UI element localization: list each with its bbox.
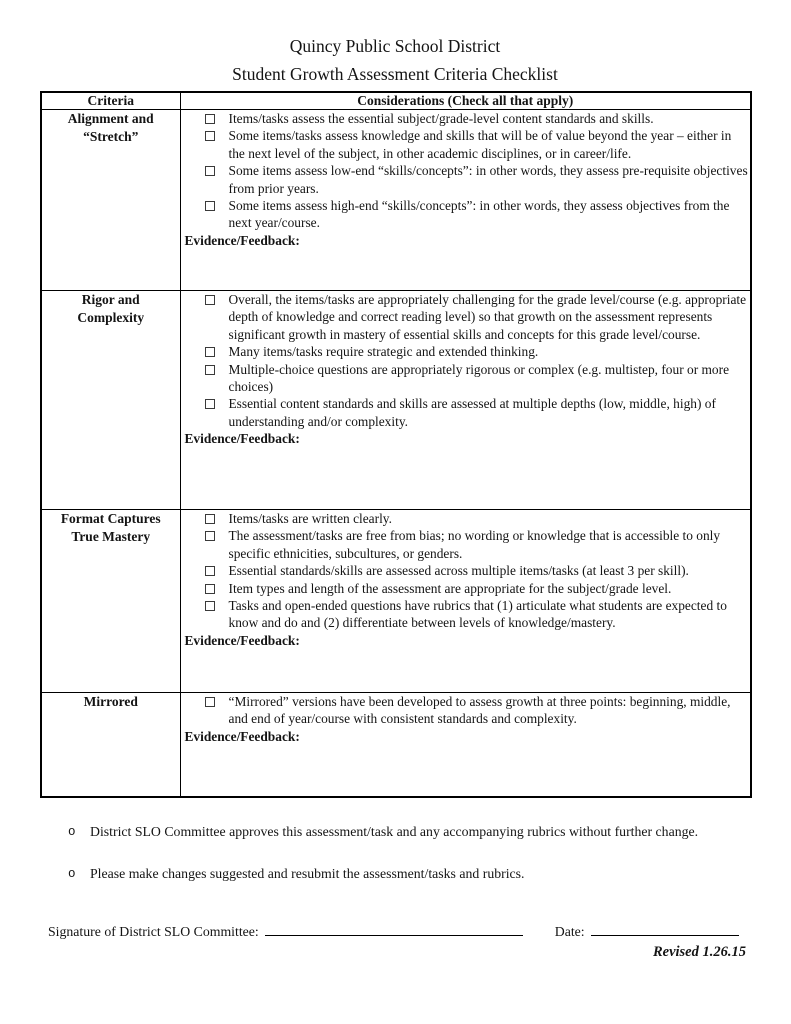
checklist-item-text: Items/tasks assess the essential subject/grade-level content standards and skills. xyxy=(228,111,654,126)
checklist-item-text: Item types and length of the assessment are appropriate for the subject/grade level. xyxy=(228,580,672,596)
checklist-item-text: Multiple-choice questions are appropriately rigorous or complex (e.g. multistep, four or more choices) xyxy=(228,361,730,395)
checklist-item xyxy=(205,693,751,728)
criteria-label-line: Format Captures xyxy=(60,511,161,526)
considerations-column-header: Considerations (Check all that apply) xyxy=(180,92,751,110)
checklist-item xyxy=(205,291,751,343)
checkbox-icon[interactable] xyxy=(205,365,215,375)
note-text: District SLO Committee approves this assessment/task and any accompanying rubrics without further change. xyxy=(90,824,699,839)
checkbox-icon[interactable] xyxy=(205,114,215,124)
date-label: Date: xyxy=(554,924,585,939)
considerations-cell xyxy=(180,110,751,291)
checklist-item xyxy=(205,127,751,162)
signature-label: Signature of District SLO Committee: xyxy=(48,924,259,939)
criteria-column-header: Criteria xyxy=(41,92,180,110)
checkbox-icon[interactable] xyxy=(205,201,215,211)
checklist-item xyxy=(205,110,751,127)
criteria-label-line: “Stretch” xyxy=(83,129,139,144)
criteria-cell xyxy=(41,291,180,510)
list-item xyxy=(68,863,750,885)
checklist-item-text: Overall, the items/tasks are appropriately challenging for the grade level/course (e.g. appropriate depth of knowledge and correct reading level) so that growth on the assessment represents significant growth in mastery of essential skills and concepts for this grade level/course. xyxy=(228,292,747,342)
checkbox-icon[interactable] xyxy=(205,399,215,409)
checklist-item-text: The assessment/tasks are free from bias; no wording or knowledge that is accessible to only specific ethnicities, subcultures, or genders. xyxy=(228,528,721,561)
checklist-item-text: Some items assess high-end “skills/concepts”: in other words, they assess objectives from the next year/course. xyxy=(228,198,730,231)
considerations-cell xyxy=(180,510,751,693)
considerations-cell xyxy=(180,291,751,510)
checklist-item xyxy=(205,510,751,527)
criteria-cell xyxy=(41,693,180,798)
checkbox-icon[interactable] xyxy=(205,697,215,707)
page-title: Quincy Public School District xyxy=(289,36,501,56)
checkbox-icon[interactable] xyxy=(205,131,215,141)
evidence-feedback-label: Evidence/Feedback: xyxy=(184,632,300,648)
table-row-mirrored xyxy=(41,693,751,798)
criteria-label-line: Mirrored xyxy=(83,694,138,709)
checkbox-icon[interactable] xyxy=(205,295,215,305)
criteria-cell xyxy=(41,510,180,693)
evidence-feedback-label: Evidence/Feedback: xyxy=(184,728,300,744)
checklist-item-text: Some items assess low-end “skills/concepts”: in other words, they assess pre-requisite objectives from prior years. xyxy=(228,163,748,196)
page-subtitle: Student Growth Assessment Criteria Checklist xyxy=(232,64,558,84)
evidence-feedback-label: Evidence/Feedback: xyxy=(184,431,300,447)
note-text: Please make changes suggested and resubmit the assessment/tasks and rubrics. xyxy=(90,866,525,881)
checklist-item-text: Many items/tasks require strategic and extended thinking. xyxy=(228,344,539,360)
signature-line[interactable] xyxy=(265,921,523,936)
bullet-icon: o xyxy=(68,867,76,881)
checklist-item xyxy=(205,162,751,197)
decision-notes xyxy=(68,821,750,885)
checkbox-icon[interactable] xyxy=(205,566,215,576)
checklist-item xyxy=(205,527,751,562)
list-item xyxy=(68,821,750,843)
checklist-item xyxy=(205,597,751,632)
bullet-icon: o xyxy=(68,825,76,839)
date-line[interactable] xyxy=(591,921,739,936)
table-row-rigor-complexity xyxy=(41,291,751,510)
criteria-label-line: Alignment and xyxy=(67,111,154,126)
considerations-cell xyxy=(180,693,751,798)
checkbox-icon[interactable] xyxy=(205,514,215,524)
signature-row xyxy=(48,921,750,941)
checkbox-icon[interactable] xyxy=(205,601,215,611)
checkbox-icon[interactable] xyxy=(205,531,215,541)
criteria-label-line: Complexity xyxy=(77,310,145,325)
table-header-row xyxy=(41,92,751,110)
checklist-item xyxy=(205,361,751,396)
checklist-item-text: Some items/tasks assess knowledge and skills that will be of value beyond the year – either in the next level of the subject, in other academic disciplines, or in career/life. xyxy=(228,128,732,161)
checklist-item xyxy=(205,197,751,232)
table-row-format-mastery xyxy=(41,510,751,693)
criteria-label-line: True Mastery xyxy=(71,529,151,544)
checklist-item-text: Essential content standards and skills are assessed at multiple depths (low, middle, high) of understanding and/or complexity. xyxy=(228,396,716,429)
checkbox-icon[interactable] xyxy=(205,166,215,176)
checklist-item xyxy=(205,343,751,360)
checkbox-icon[interactable] xyxy=(205,347,215,357)
checklist-item-text: Items/tasks are written clearly. xyxy=(228,511,392,526)
evidence-feedback-label: Evidence/Feedback: xyxy=(184,232,300,248)
table-row-alignment-stretch xyxy=(41,110,751,291)
criteria-table xyxy=(40,91,752,798)
checkbox-icon[interactable] xyxy=(205,584,215,594)
checklist-item-text: Tasks and open-ended questions have rubrics that (1) articulate what students are expected to know and do and (2) differentiate between levels of knowledge/mastery. xyxy=(228,598,727,631)
checklist-item xyxy=(205,562,751,579)
criteria-cell xyxy=(41,110,180,291)
checklist-item xyxy=(205,580,751,597)
revised-date: Revised 1.26.15 xyxy=(652,944,746,960)
checklist-item xyxy=(205,395,751,430)
checklist-item-text: Essential standards/skills are assessed across multiple items/tasks (at least 3 per skill). xyxy=(228,563,689,579)
checklist-item-text: “Mirrored” versions have been developed to assess growth at three points: beginning, middle, and end of year/course with consistent standards and complexity. xyxy=(228,694,731,727)
criteria-label-line: Rigor and xyxy=(81,292,140,307)
